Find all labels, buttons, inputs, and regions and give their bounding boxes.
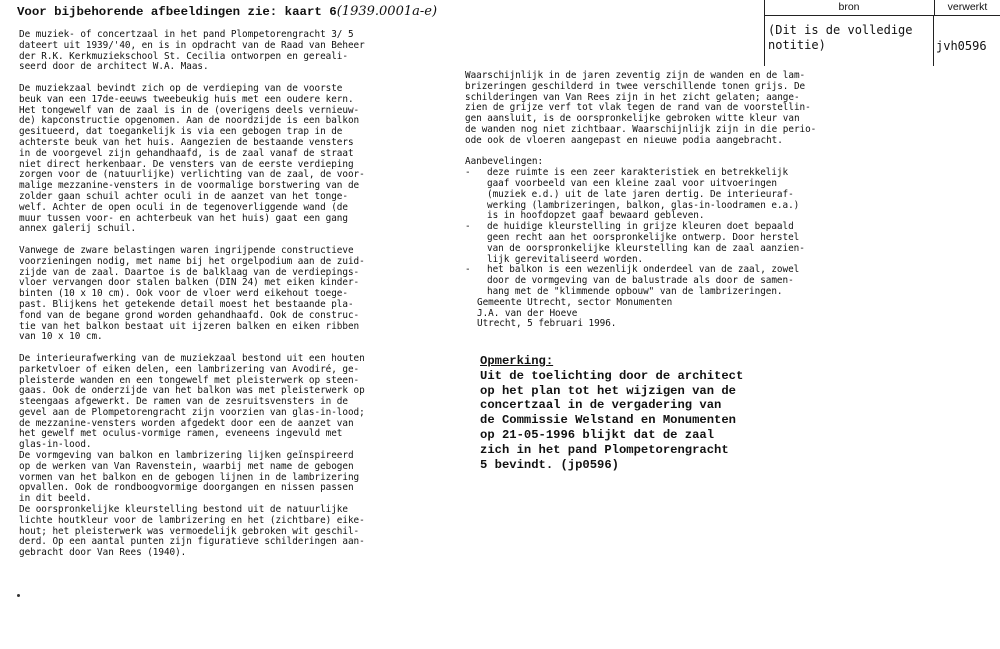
paragraph-construction: Vanwege de zware belastingen waren ingrijpende constructieve voorzieningen nodig, met name bij het orgelpodium aan de zuid- zijde van de zaal. Daartoe is de balklaag van de verdiepings- vloer vervangen door stalen balken (DIN 24) met eiken kinder- binten (10 x 10 cm). Ook voor de vloer werd eikehout toege- past. Blijkens het getekende detail moest het bestaande pla- fond van de begane grond worden gehandhaafd. Ook de construc- tie van het balkon bestaat uit ijzeren balken en eiken ribben van 10 x 10 cm. bbox=[19, 244, 365, 343]
bron-cell: (Dit is de volledige notitie) bbox=[764, 16, 934, 66]
remark-title: Opmerking: bbox=[480, 354, 554, 368]
source-box bbox=[764, 0, 1000, 66]
recommendation-text: het balkon is een wezenlijk onderdeel van de zaal, zowel door de vormgeving van de balustrade als door de samen- hang met de "klimmende opbouw" van de lambrizeringen. bbox=[487, 264, 800, 297]
list-dash: - bbox=[465, 221, 471, 233]
page-header bbox=[17, 4, 447, 19]
list-item bbox=[465, 222, 895, 265]
signature-block: Gemeente Utrecht, sector Monumenten J.A. van der Hoeve Utrecht, 5 februari 1996. bbox=[477, 296, 673, 330]
remark-body: Uit de toelichting door de architect op het plan tot het wijzigen van de concertzaal in de vergadering van de Commissie Welstand en Monumenten op 21-05-1996 blijkt dat de zaal zich in het pand Plompetorengracht 5 bevindt. (jp0596) bbox=[480, 368, 744, 472]
header-label: Voor bijbehorende afbeeldingen zie: kaart 6 bbox=[17, 5, 337, 19]
list-item bbox=[465, 168, 895, 222]
recommendations-title: Aanbevelingen: bbox=[465, 156, 544, 168]
right-column bbox=[465, 71, 895, 330]
verwerkt-header: verwerkt bbox=[935, 0, 1000, 16]
recommendations-list bbox=[465, 168, 895, 298]
header-reference: (1939.0001a-e) bbox=[336, 4, 438, 19]
scan-dot bbox=[17, 594, 20, 597]
left-column bbox=[19, 30, 449, 570]
paragraph-description: De muziekzaal bevindt zich op de verdieping van de voorste beuk van een 17de-eeuws tweebeukig huis met een oudere kern. Het tongewelf van de zaal is in de (overigens deels vernieuw- de) kapconstructie opgenomen. Aan de noordzijde is een balkon gesitueerd, dat toegankelijk is via een gebogen trap in de achterste beuk van het huis. Aangezien de bestaande vensters in de voorgevel zijn gehandhaafd, is de zaal vanaf de straat niet direct herkenbaar. De vensters van de eerste verdieping zorgen voor de (natuurlijke) verlichting van de zaal, de voor- malige mezzanine-vensters in de voormalige borstwering van de zolder gaan schuil achter oculi in de aanzet van het tonge- welf. Achter de open oculi in de tegenoverliggende wand (de muur tussen voor- en achterbeuk van het huis) gaat een gang annex galerij schuil. bbox=[19, 82, 365, 235]
list-dash: - bbox=[465, 167, 471, 179]
bron-header: bron bbox=[764, 0, 935, 16]
remark-block bbox=[480, 354, 800, 472]
recommendation-text: de huidige kleurstelling in grijze kleuren doet bepaald geen recht aan het oorspronkelijke ontwerp. Door herstel van de oorspronkelijke kleurstelling kan de zaal aanzien- lijk gerevitaliseerd worden. bbox=[487, 221, 805, 265]
paragraph-interior: De interieurafwerking van de muziekzaal bestond uit een houten parketvloer of eiken delen, een lambrizering van Avodiré, ge- pleisterde wanden en een tongewelf met pleisterwerk op steen- gaas. Ook de onderzijde van het balkon was met pleisterwerk op steengaas afgewerkt. De ramen van de zesruitsvensters in de gevel aan de Plompetorengracht zijn voorzien van glas-in-lood; de mezzanine-vensters worden afgedekt door een de aanzet van het gewelf met oculus-vormige ramen, eveneens ingevuld met glas-in-lood. De vormgeving van balkon en lambrizering lijken geïnspireerd op de werken van Van Ravenstein, waarbij met name de gebogen vormen van het balkon en de gebogen lijnen in de lambrizering opvallen. Ook de rondboogvormige doorgangen en nissen passen in dit beeld. De oorspronkelijke kleurstelling bestond uit de natuurlijke lichte houtkleur voor de lambrizering en het (zichtbare) eike- hout; het pleisterwerk was vermoedelijk gebroken wit geschil- derd. Op een aantal punten zijn figuratieve schilderingen aan- gebracht door Van Rees (1940). bbox=[19, 352, 365, 559]
list-dash: - bbox=[465, 264, 471, 276]
recommendation-text: deze ruimte is een zeer karakteristiek en betrekkelijk gaaf voorbeeld van een kleine zaal voor uitvoeringen (muziek e.d.) uit de late jaren dertig. De interieuraf- werking (lambrizeringen, balkon, glas-in-loodramen e.a.) is in hoofdopzet gaaf bewaard gebleven. bbox=[487, 167, 800, 222]
paragraph-intro: De muziek- of concertzaal in het pand Plompetorengracht 3/ 5 dateert uit 1939/'40, en is in opdracht van de Raad van Beheer der R.K. Kerkmuziekschool St. Cecilia ontworpen en gereali- seerd door de architect W.A. Maas. bbox=[19, 29, 365, 73]
list-item bbox=[465, 265, 895, 297]
paragraph-later-changes: Waarschijnlijk in de jaren zeventig zijn de wanden en de lam- brizeringen geschilderd in twee verschillende tonen grijs. De schilderingen van Van Rees zijn in het zicht gelaten; aange- zien de grijze verf tot vlak tegen de rand van de voorstellin- gen aansluit, is de oorspronkelijke gebroken witte kleur van de wanden nog niet zichtbaar. Waarschijnlijk zijn in die perio- ode ook de vloeren aangepast en nieuwe podia aangebracht. bbox=[465, 70, 817, 146]
verwerkt-cell: jvh0596 bbox=[936, 39, 987, 53]
